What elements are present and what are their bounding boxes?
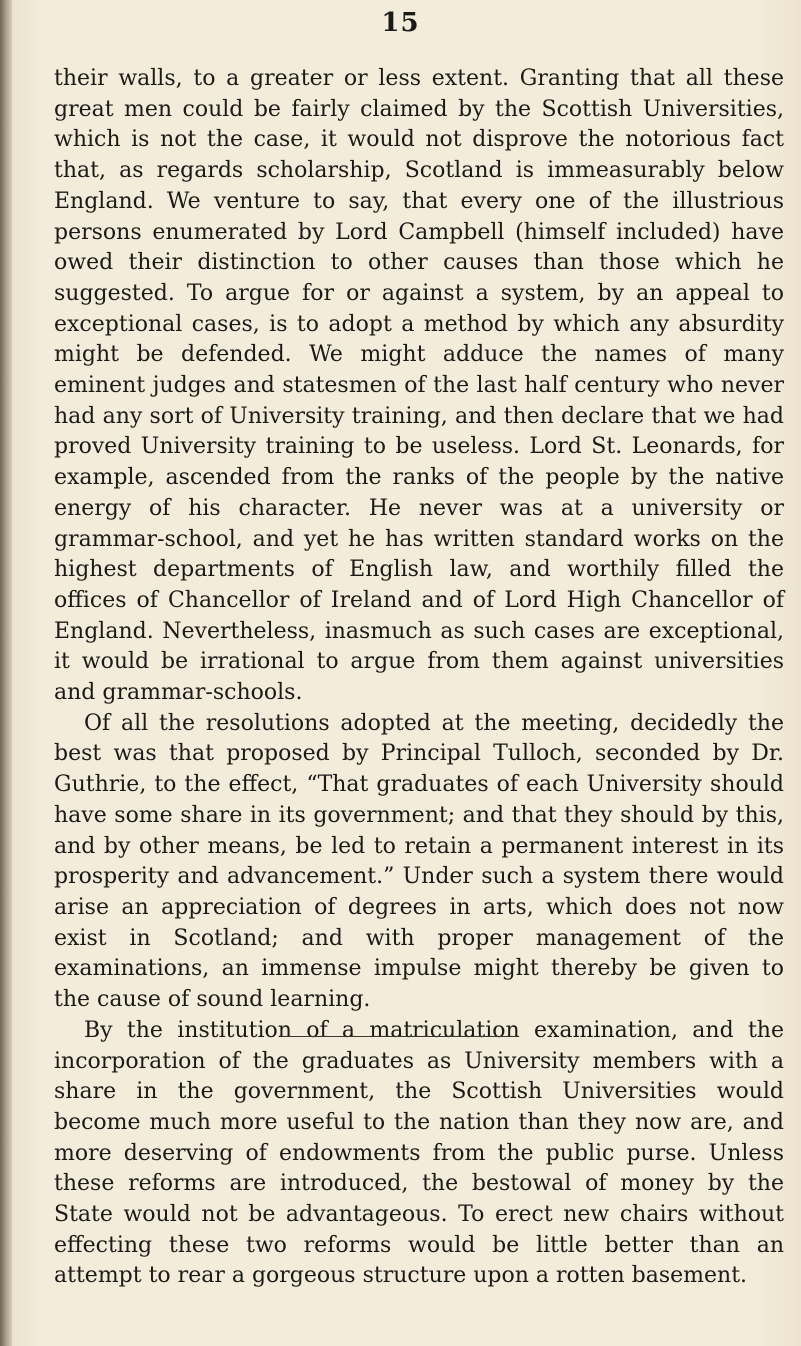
section-end-rule — [282, 1036, 518, 1037]
body-text — [54, 64, 784, 1292]
page-number: 15 — [381, 8, 420, 38]
page-binding-edge — [0, 0, 12, 1346]
paragraph-3: By the institution of a matriculation examination, and the incorporation of the graduates as University members with a share in the government, the Scottish Universities would become much more useful to the nation than they now are, and more deserving of endowments from the public purse. Unless these reforms are introduced, the bestowal of money by the State would not be advantageous. To erect new chairs without effecting these two reforms would be little better than an attempt to rear a gorgeous structure upon a rotten basement. — [54, 1017, 784, 1289]
paragraph-1: their walls, to a greater or less extent. Granting that all these great men could be fairly claimed by the Scottish Universities, which is not the case, it would not disprove the notorious fact that, as regards scholarship, Scotland is immeasurably below England. We venture to say, that every one of the illustrious persons enumerated by Lord Campbell (himself included) have owed their distinction to other causes than those which he suggested. To argue for or against a system, by an appeal to exceptional cases, is to adopt a method by which any absurdity might be defended. We might adduce the names of many eminent judges and statesmen of the last half century who never had any sort of University training, and then declare that we had proved University training to be useless. Lord St. Leonards, for example, ascended from the ranks of the people by the native energy of his character. He never was at a university or grammar-school, and yet he has written standard works on the highest departments of English law, and worthily filled the offices of Chancellor of Ireland and of Lord High Chancellor of England. Nevertheless, inasmuch as such cases are exceptional, it would be irrational to argue from them against universities and grammar-schools. — [54, 66, 784, 706]
paragraph-2: Of all the resolutions adopted at the meeting, decidedly the best was that proposed by Principal Tulloch, seconded by Dr. Guthrie, to the effect, “That graduates of each University should have some share in its government; and that they should by this, and by other means, be led to retain a permanent interest in its prosperity and advancement.” Under such a system there would arise an appreciation of degrees in arts, which does not now exist in Scotland; and with proper management of the examinations, an immense impulse might thereby be given to the cause of sound learning. — [54, 710, 784, 1013]
